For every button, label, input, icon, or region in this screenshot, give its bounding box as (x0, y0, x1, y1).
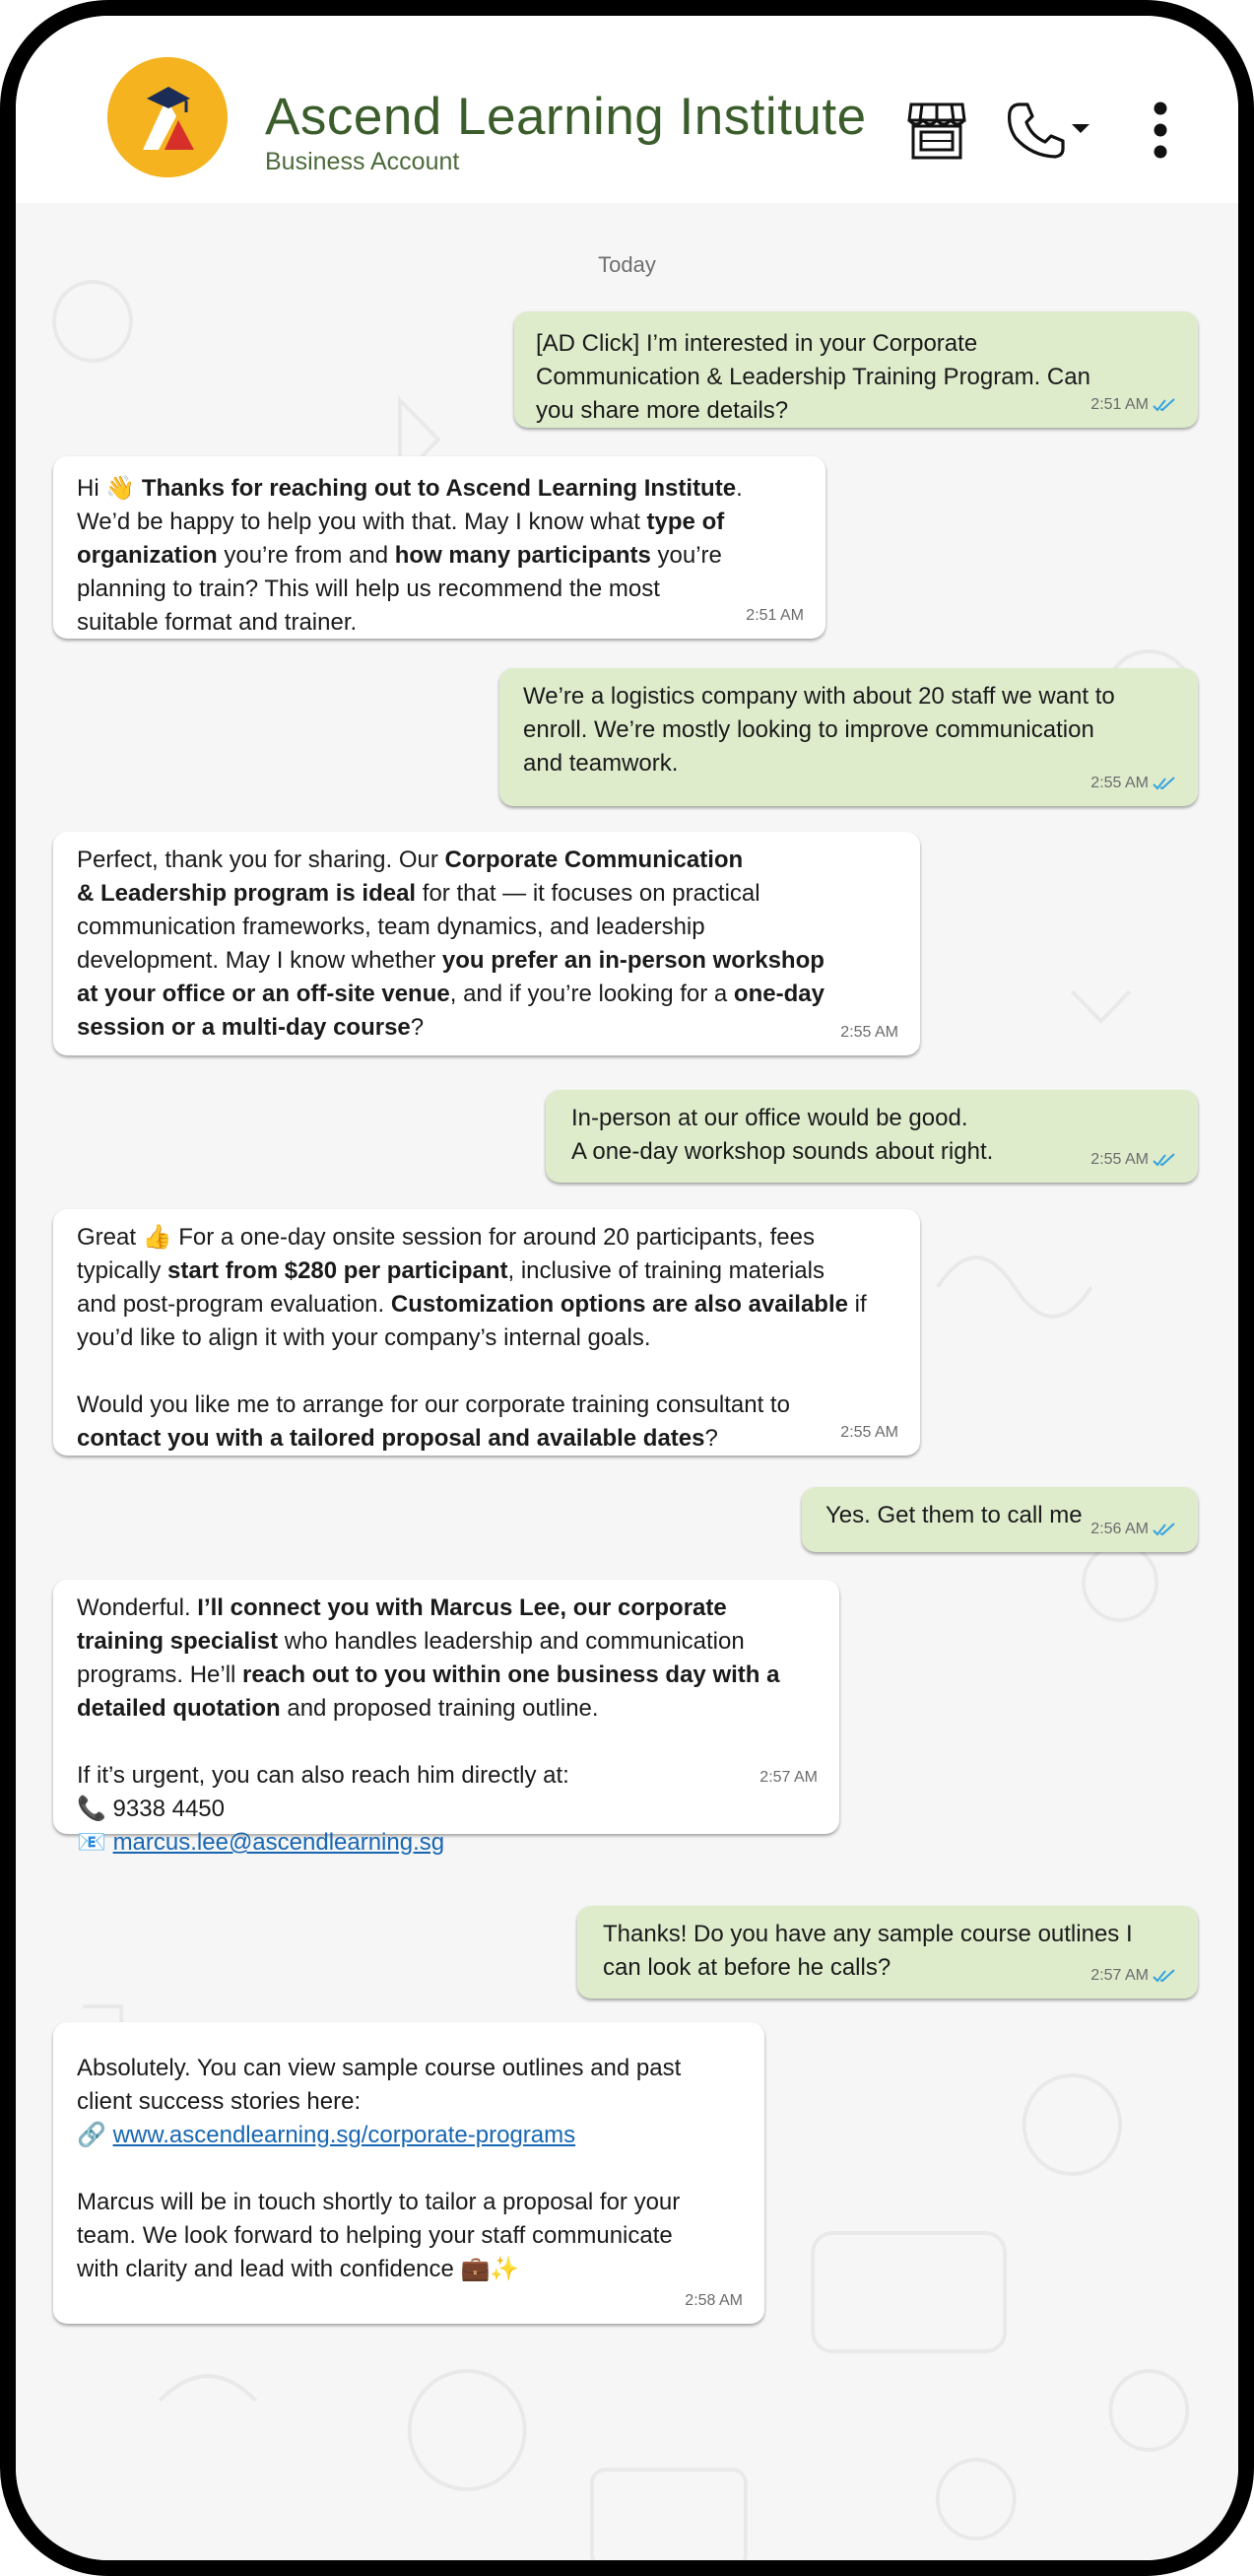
link-line: 🔗 www.ascendlearning.sg/corporate-programs (77, 2122, 576, 2148)
double-check-icon (1153, 1153, 1176, 1167)
email-line: 📧 marcus.lee@ascendlearning.sg (77, 1829, 445, 1856)
chat-area[interactable] (16, 203, 1238, 2576)
message-line: Communication & Leadership Training Program. Can (536, 364, 1090, 390)
message-meta (1090, 767, 1176, 800)
message-outgoing[interactable] (514, 311, 1198, 428)
message-time: 2:57 AM (759, 1769, 818, 1786)
message-incoming[interactable] (53, 1209, 920, 1456)
message-line: Perfect, thank you for sharing. Our Corporate Communication (77, 847, 744, 873)
message-line: Marcus will be in touch shortly to tailor a proposal for your (77, 2189, 681, 2215)
message-line: and teamwork. (523, 750, 679, 777)
message-outgoing[interactable] (802, 1487, 1198, 1552)
message-line: development. May I know whether you prefer an in-person workshop (77, 947, 825, 974)
message-meta (685, 2284, 743, 2318)
message-line: communication frameworks, team dynamics, and leadership (77, 914, 705, 940)
message-outgoing[interactable] (499, 668, 1198, 806)
phone-icon[interactable] (1006, 101, 1065, 167)
message-line: Hi 👋 Thanks for reaching out to Ascend Learning Institute. (77, 475, 743, 502)
message-line: Wonderful. I’ll connect you with Marcus Lee, our corporate (77, 1594, 727, 1621)
business-avatar[interactable] (107, 57, 228, 177)
message-time: 2:58 AM (685, 2292, 743, 2309)
message-line: We’d be happy to help you with that. May I know what type of (77, 508, 725, 535)
chat-title[interactable]: Ascend Learning Institute (265, 88, 867, 146)
message-line: team. We look forward to helping your staff communicate (77, 2222, 673, 2249)
message-line: and post-program evaluation. Customization options are also available if (77, 1291, 867, 1318)
store-icon[interactable] (907, 102, 966, 165)
message-line: If it’s urgent, you can also reach him directly at: (77, 1762, 569, 1789)
message-time: 2:55 AM (1090, 1151, 1149, 1168)
message-line: Absolutely. You can view sample course outlines and past (77, 2055, 682, 2081)
message-line: planning to train? This will help us recommend the most (77, 576, 660, 602)
message-line: Thanks! Do you have any sample course outlines I (603, 1921, 1133, 1947)
message-time: 2:57 AM (1090, 1967, 1149, 1984)
message-time: 2:56 AM (1090, 1521, 1149, 1537)
message-meta (1090, 388, 1176, 422)
message-meta (1090, 1143, 1176, 1177)
double-check-icon (1153, 398, 1176, 412)
message-line: typically start from $280 per participant, inclusive of training materials (77, 1257, 825, 1284)
message-time: 2:51 AM (1090, 396, 1149, 413)
more-vert-icon[interactable] (1149, 101, 1172, 165)
double-check-icon (1153, 1523, 1176, 1536)
message-line: suitable format and trainer. (77, 609, 358, 636)
message-line: with clarity and lead with confidence 💼✨ (77, 2256, 520, 2282)
message-incoming[interactable] (53, 456, 825, 639)
chevron-down-icon[interactable] (1070, 122, 1091, 141)
phone-number[interactable]: 📞 9338 4450 (77, 1796, 225, 1822)
message-line: training specialist who handles leadership and communication (77, 1628, 745, 1655)
message-line: & Leadership program is ideal for that — it focuses on practical (77, 880, 760, 907)
message-incoming[interactable] (53, 832, 920, 1055)
message-meta (746, 599, 804, 633)
message-line: enroll. We’re mostly looking to improve communication (523, 716, 1094, 743)
message-line: Great 👍 For a one-day onsite session for around 20 participants, fees (77, 1224, 815, 1251)
message-line: programs. He’ll reach out to you within one business day with a (77, 1661, 780, 1688)
chat-header (16, 16, 1238, 203)
message-line: [AD Click] I’m interested in your Corporate (536, 330, 978, 357)
message-meta (1090, 1513, 1176, 1546)
message-incoming[interactable] (53, 1580, 839, 1856)
message-line: you share more details? (536, 397, 789, 424)
message-outgoing[interactable] (546, 1090, 1198, 1183)
double-check-icon (1153, 777, 1176, 790)
message-incoming[interactable] (53, 2022, 764, 2324)
message-time: 2:55 AM (1090, 775, 1149, 791)
email-link[interactable]: marcus.lee@ascendlearning.sg (112, 1829, 445, 1856)
message-line: client success stories here: (77, 2088, 362, 2115)
message-time: 2:51 AM (746, 607, 804, 624)
day-separator: Today (598, 252, 656, 277)
message-outgoing[interactable] (577, 1906, 1198, 1999)
message-time: 2:55 AM (840, 1024, 898, 1041)
message-line: We’re a logistics company with about 20 staff we want to (523, 683, 1115, 710)
message-meta (1090, 1959, 1176, 1993)
message-line: Would you like me to arrange for our corporate training consultant to (77, 1391, 790, 1418)
account-type-label: Business Account (265, 148, 460, 175)
message-line: session or a multi-day course? (77, 1014, 425, 1041)
message-line: can look at before he calls? (603, 1954, 891, 1981)
message-meta (840, 1416, 898, 1450)
message-line: organization you’re from and how many participants you’re (77, 542, 722, 569)
message-line: detailed quotation and proposed training outline. (77, 1695, 599, 1722)
message-line: contact you with a tailored proposal and available dates? (77, 1425, 718, 1452)
message-meta (840, 1016, 898, 1050)
message-time: 2:55 AM (840, 1424, 898, 1441)
message-line: you’d like to align it with your company’s internal goals. (77, 1324, 651, 1351)
message-line: Yes. Get them to call me (825, 1502, 1083, 1528)
website-link[interactable]: www.ascendlearning.sg/corporate-programs (112, 2122, 576, 2148)
double-check-icon (1153, 1969, 1176, 1983)
logo (107, 57, 228, 177)
message-line: at your office or an off-site venue, and if you’re looking for a one-day (77, 981, 825, 1007)
message-line: A one-day workshop sounds about right. (571, 1138, 994, 1165)
message-meta (759, 1761, 818, 1795)
message-line: In-person at our office would be good. (571, 1105, 968, 1131)
